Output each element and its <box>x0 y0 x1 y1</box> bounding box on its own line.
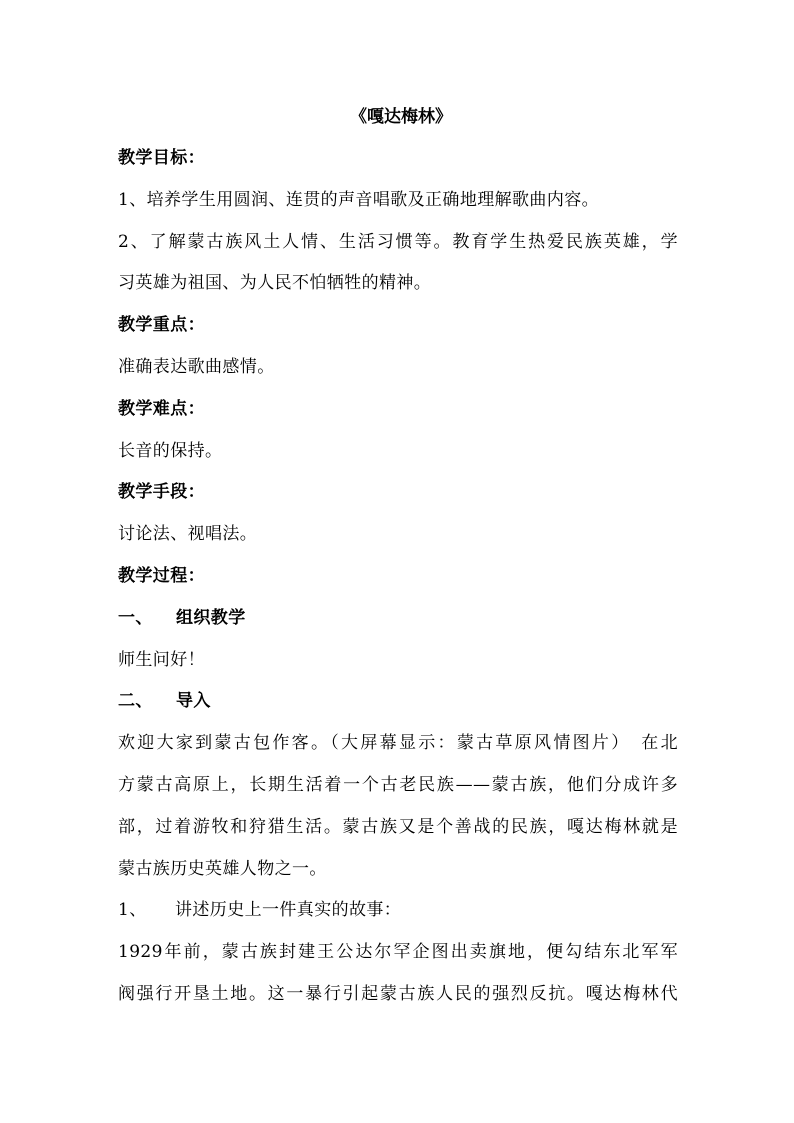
step-2-heading <box>118 681 678 723</box>
means-heading: 教学手段： <box>118 482 205 503</box>
goal-1: 1、培养学生用圆润、连贯的声音唱歌及正确地理解歌曲内容。 <box>118 189 600 210</box>
intro-line-4: 蒙古族历史英雄人物之一。 <box>118 858 327 879</box>
story-line-2: 阀强行开垦土地。这一暴行引起蒙古族人民的强烈反抗。嘎达梅林代 <box>118 983 678 1004</box>
sub-1-heading <box>118 890 678 932</box>
difficulty-heading: 教学难点： <box>118 398 205 419</box>
step-1-text: 师生问好！ <box>118 649 205 670</box>
key-text: 准确表达歌曲感情。 <box>118 356 275 377</box>
document-title: 《嘎达梅林》 <box>350 107 452 127</box>
goal-2-line-2: 习英雄为祖国、为人民不怕牺牲的精神。 <box>118 273 432 294</box>
document-body <box>118 97 678 1016</box>
step-2-title: 导入 <box>176 691 211 712</box>
step-1-heading <box>118 598 678 640</box>
story-line-1: 1929年前，蒙古族封建王公达尔罕企图出卖旗地，便勾结东北军军 <box>118 942 678 963</box>
step-1-number: 一、 <box>118 607 153 628</box>
intro-line-3: 部，过着游牧和狩猎生活。蒙古族又是个善战的民族，嘎达梅林就是 <box>118 816 678 837</box>
sub-1-number: 1、 <box>118 900 147 921</box>
goals-heading: 教学目标： <box>118 148 205 168</box>
goal-2-line-1: 2、了解蒙古族风土人情、生活习惯等。教育学生热爱民族英雄，学 <box>118 231 678 252</box>
step-1-title: 组织教学 <box>176 607 246 628</box>
process-heading: 教学过程： <box>118 565 205 586</box>
intro-line-2: 方蒙古高原上，长期生活着一个古老民族——蒙古族，他们分成许多 <box>118 774 678 795</box>
intro-line-1: 欢迎大家到蒙古包作客。（大屏幕显示：蒙古草原风情图片） 在北 <box>118 733 678 754</box>
sub-1-title: 讲述历史上一件真实的故事： <box>175 900 402 921</box>
step-2-number: 二、 <box>118 691 153 712</box>
key-heading: 教学重点： <box>118 315 205 336</box>
means-text: 讨论法、视唱法。 <box>118 524 258 545</box>
difficulty-text: 长音的保持。 <box>118 440 223 461</box>
